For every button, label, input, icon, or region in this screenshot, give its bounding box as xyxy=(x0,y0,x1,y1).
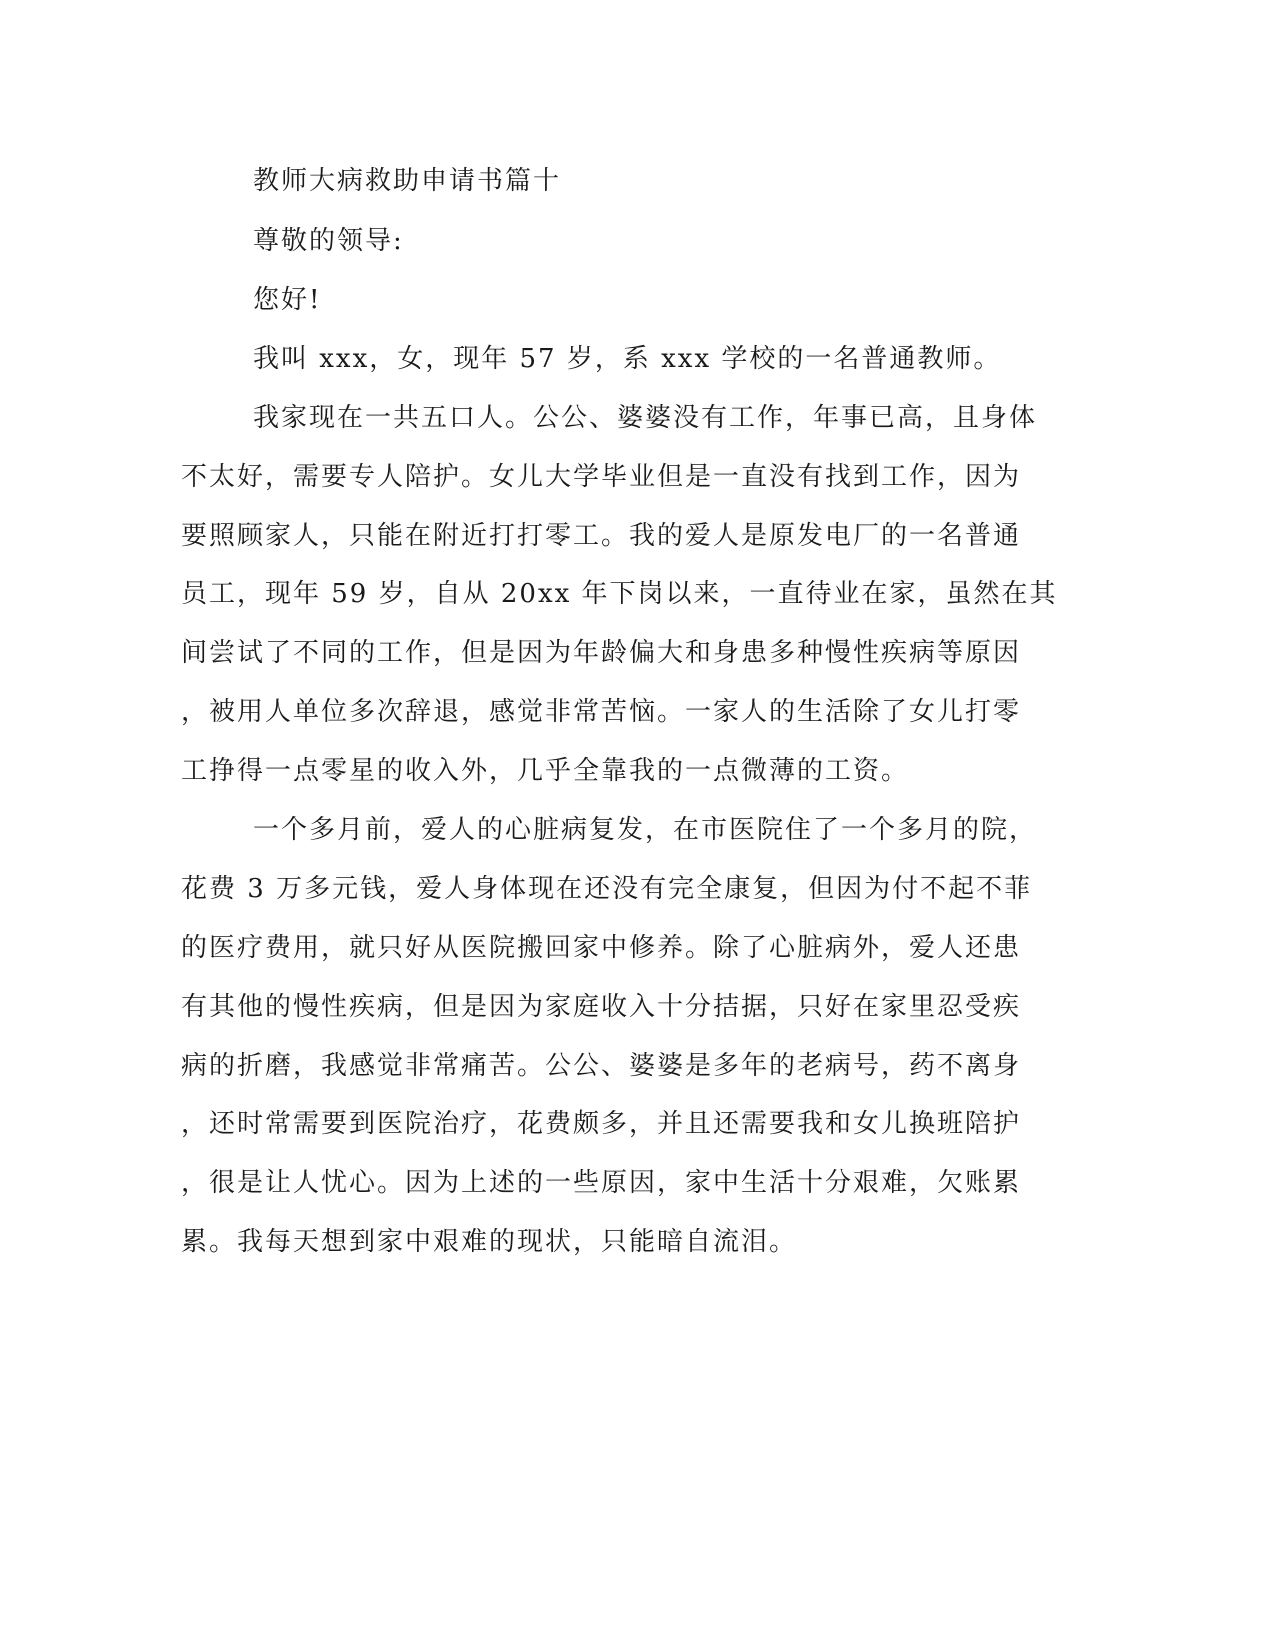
paragraph-line: 我叫 xxx，女，现年 57 岁，系 xxx 学校的一名普通教师。 xyxy=(253,344,1002,374)
paragraph-line: 的医疗费用，就只好从医院搬回家中修养。除了心脏病外，爱人还患 xyxy=(181,933,1022,963)
salutation: 尊敬的领导: xyxy=(253,226,404,256)
paragraph-line: 间尝试了不同的工作，但是因为年龄偏大和身患多种慢性疾病等原因 xyxy=(181,638,1022,668)
paragraph-line: 工挣得一点零星的收入外，几乎全靠我的一点微薄的工资。 xyxy=(181,756,910,786)
paragraph-line: 有其他的慢性疾病，但是因为家庭收入十分拮据，只好在家里忍受疾 xyxy=(181,992,1022,1022)
paragraph-line: 要照顾家人，只能在附近打打零工。我的爱人是原发电厂的一名普通 xyxy=(181,521,1022,551)
paragraph-line: 我家现在一共五口人。公公、婆婆没有工作，年事已高，且身体 xyxy=(253,403,1038,433)
paragraph-line: 病的折磨，我感觉非常痛苦。公公、婆婆是多年的老病号，药不离身 xyxy=(181,1051,1022,1081)
paragraph-line: ，被用人单位多次辞退，感觉非常苦恼。一家人的生活除了女儿打零 xyxy=(181,697,1022,727)
greeting: 您好! xyxy=(253,285,322,315)
paragraph-line: 花费 3 万多元钱，爱人身体现在还没有完全康复，但因为付不起不菲 xyxy=(181,874,1033,904)
document-title: 教师大病救助申请书篇十 xyxy=(253,166,562,196)
paragraph-line: 不太好，需要专人陪护。女儿大学毕业但是一直没有找到工作，因为 xyxy=(181,462,1022,492)
paragraph-line: ，还时常需要到医院治疗，花费颇多，并且还需要我和女儿换班陪护 xyxy=(181,1109,1022,1139)
paragraph-line: 一个多月前，爱人的心脏病复发，在市医院住了一个多月的院， xyxy=(253,815,1038,845)
paragraph-line: 累。我每天想到家中艰难的现状，只能暗自流泪。 xyxy=(181,1227,798,1257)
paragraph-line: ，很是让人忧心。因为上述的一些原因，家中生活十分艰难，欠账累 xyxy=(181,1168,1022,1198)
paragraph-line: 员工，现年 59 岁，自从 20xx 年下岗以来，一直待业在家，虽然在其 xyxy=(181,579,1058,609)
